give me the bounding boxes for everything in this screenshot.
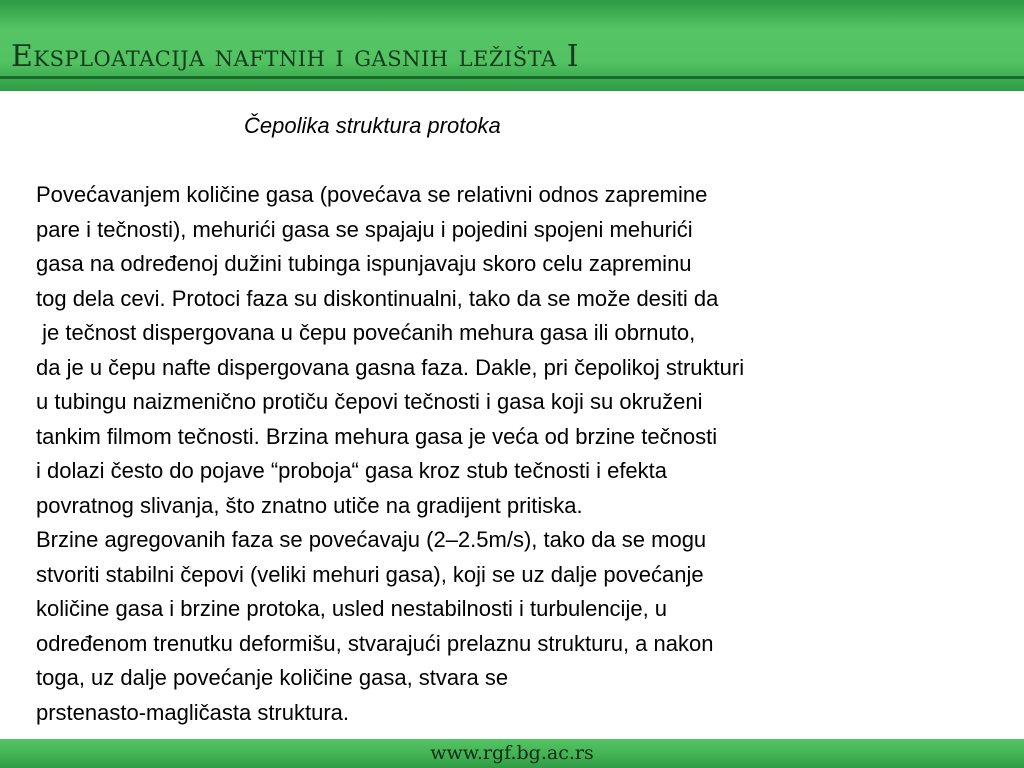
body-line: je tečnost dispergovana u čepu povećanih mehura gasa ili obrnuto, — [36, 320, 696, 345]
header-divider — [0, 76, 1024, 79]
body-line: stvoriti stabilni čepovi (veliki mehuri gasa), koji se uz dalje povećanje — [36, 561, 704, 587]
body-line: tog dela cevi. Protoci faza su diskontinualni, tako da se može desiti da — [36, 285, 719, 311]
body-line: i dolazi često do pojave “proboja“ gasa kroz stub tečnosti i efekta — [36, 458, 668, 483]
body-line: prstenasto-magličasta struktura. — [36, 699, 350, 725]
body-line: određenom trenutku deformišu, stvarajući prelaznu strukturu, a nakon — [36, 630, 714, 656]
slide-header-title: Eksploatacija naftnih i gasnih ležišta I — [11, 39, 580, 74]
body-line: toga, uz dalje povećanje količine gasa, stvara se — [36, 665, 509, 690]
body-text — [36, 178, 996, 730]
slide-content — [0, 91, 1024, 739]
body-line: Brzine agregovanih faza se povećavaju (2–2.5m/s), tako da se mogu — [36, 527, 707, 552]
body-line: količine gasa i brzine protoka, usled nestabilnosti i turbulencije, u — [36, 596, 668, 621]
footer-url: www.rgf.bg.ac.rs — [430, 742, 594, 764]
footer-bar — [0, 739, 1024, 768]
slide-subtitle: Čepolika struktura protoka — [244, 113, 501, 138]
header-bar — [0, 0, 1024, 91]
body-line: da je u čepu nafte dispergovana gasna faza. Dakle, pri čepolikoj strukturi — [36, 354, 745, 380]
body-line: gasa na određenoj dužini tubinga ispunjavaju skoro celu zapreminu — [36, 251, 692, 276]
body-line: Povećavanjem količine gasa (povećava se relativni odnos zapremine — [36, 182, 708, 207]
body-line: tankim filmom tečnosti. Brzina mehura gasa je veća od brzine tečnosti — [36, 423, 718, 449]
body-line: pare i tečnosti), mehurići gasa se spajaju i pojedini spojeni mehurići — [36, 216, 693, 242]
body-line: povratnog slivanja, što znatno utiče na gradijent pritiska. — [36, 492, 583, 518]
body-line: u tubingu naizmenično protiču čepovi tečnosti i gasa koji su okruženi — [36, 389, 703, 414]
